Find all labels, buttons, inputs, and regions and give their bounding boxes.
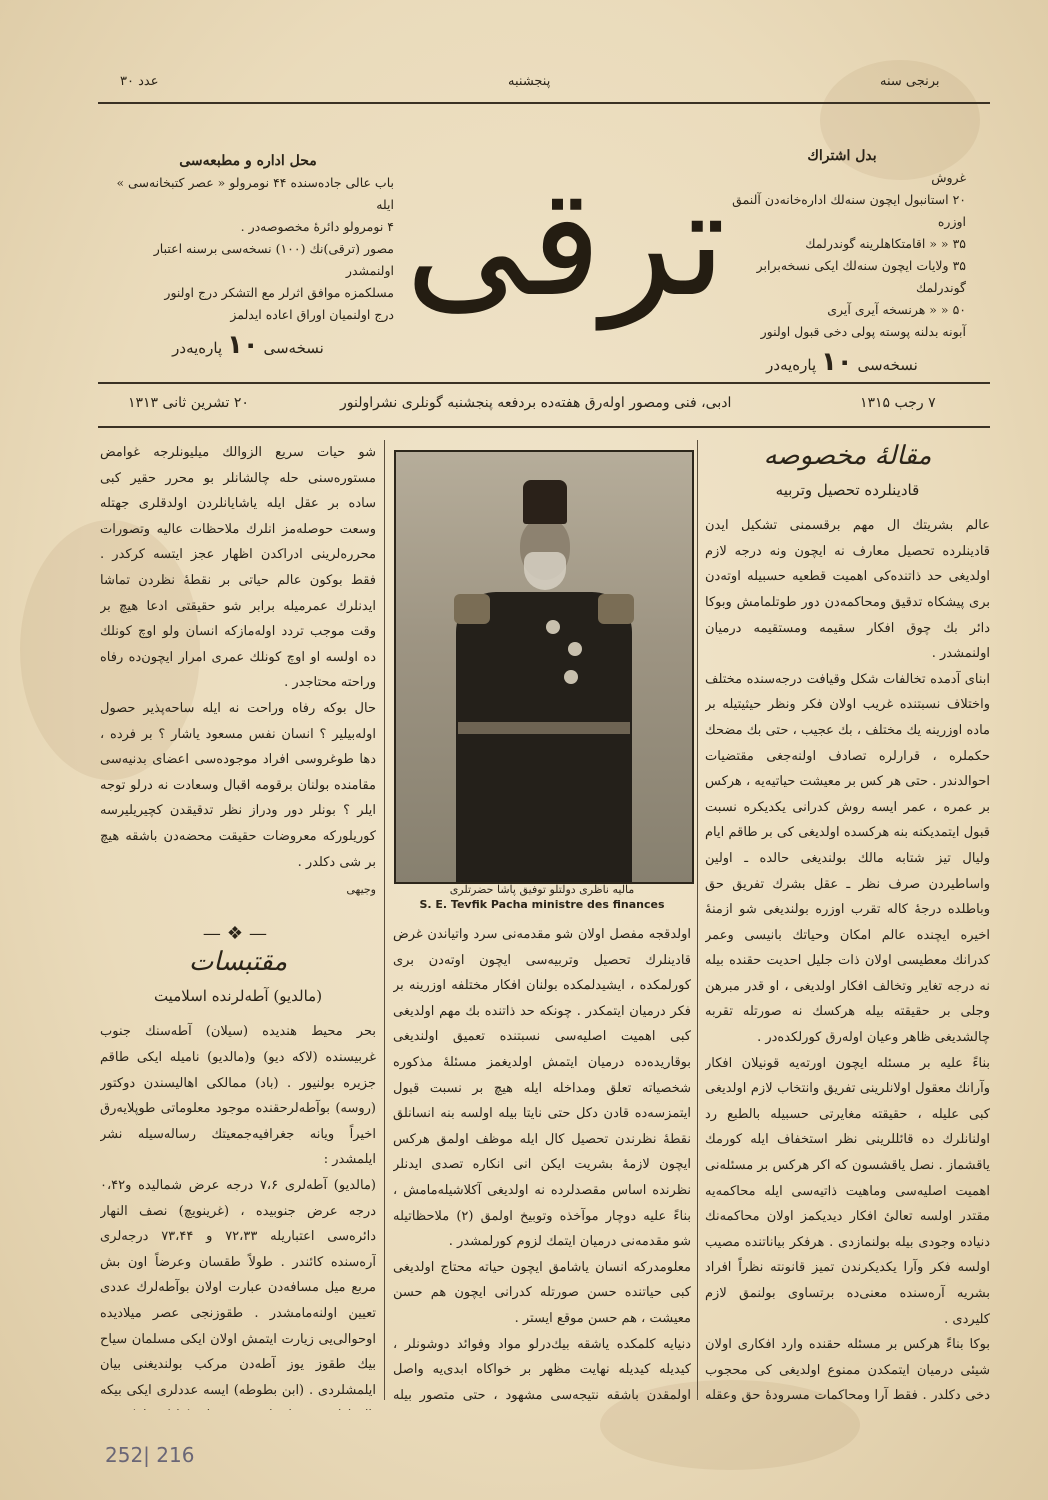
price-suffix: پاره‌یه‌در [172,339,223,357]
subscription-unit: غروش [931,170,966,185]
figure-medal [568,642,582,656]
excerpts-section-title: مقتبسات [188,947,288,978]
hijri-date: ۷ رجب ۱۳۱۵ [860,395,936,411]
office-box [102,150,394,359]
excerpts-subtitle: (مالدیو) آطه‌لرنده اسلامیت [153,986,323,1005]
excerpts-paragraph: (مالدیو) آطه‌لری ۷،۶ درجه عرض شمالیده و۰،۴۲ درجه عرض جنوبیده ، (غرینویچ) نصف النهار دائره‌سی اعتباریله ۷۲،۳۳ و ۷۳،۴۴ درجه‌لری آره‌سنده كائندر . طولاً طقسان وعرضاً اون بش مربع میل مسافه‌دن عبارت اولان بوآطه‌لرك عددی تعیین اولنه‌مامشدر . طقوزنجی عصر میلادیده اوحوالی‌یی زیارت ایتمش اولان ایكی مسلمان سیاح بیك طقوز یوز آطه‌دن مركب بولندیغنی بیان ایلمشلردی . (ابن بطوطه) ایسه عددلری ایكی بیكه [100,1178,376,1398]
subscription-line: آبونه بدلنه پوسته پولی دخی قبول اولنور [760,324,966,339]
photo-caption-french: S. E. Tevfik Pacha ministre des finances [419,898,665,911]
middle-paragraph: دنیایه كلمكده یاشقه بیك‌درلو مواد وفوائد دوشونلر ، كیدیله كیدیله نهایت مظهر بر خواكاه ابدی‌یه واصل اولمقدن باشقه نتیجه‌سی مشهود ، حتی متصور بیله [393,1336,691,1403]
portrait-photo [394,450,694,884]
middle-paragraph: اولدقجه مفصل اولان شو مقدمه‌نی سرد واتیاندن غرض قادینلرك تحصیل وتربیه‌سی ایچون اوته‌دن بری كورلمكده ، ایشیدلمكده بولنان افكار مختلفه اوزرینه بر فكر درمیان ایتمكدر . چونكه حد ذاتنده بك مهم اولدیغی كبی اهمیت اصلیه‌سی نسبتنده تعمیق اولندیغی بوقاریده‌ده درمیان ایتمش اولدیغمز مسئلهٔ مذكوره شخصیاته تعلق ومداخله ایله هیچ بر نسبت قبول ایتمزسه‌ده قادن دكل حتی نایتا بیله اولسه بنه انسانلق نقطهٔ نظرندن تحصیل كال ایله موظف اولمق هركس ایچون لازمهٔ بشریت ایكن انی انكاره تصدی ایدنلر نظرنده اساس مقصدلرده نه اولدیغی آكلاشیله‌مامش ، بناءً علیه دوچار موآخذه وتوبیخ اولمق (۲) ملاحظاتیله شو مقدمه‌نی درمیان ایتمك لزوم كورلمشدر . [393,927,691,1250]
column-divider [697,440,698,1400]
article-signature: وجیهی [346,883,376,897]
subscription-line: ۳۵ « « اقامتكاهلرینه گوندرلمك [805,236,966,251]
figure-body [456,592,632,884]
price-suffix: پاره‌یه‌در [766,356,817,374]
main-article [705,440,990,1410]
figure-medal [564,670,578,684]
middle-paragraph: معلومدركه انسان یاشامق ایچون حیاته محتاج اولدیغی كبی حیاتنده حسن صورتله كدرانی ایچون هم حسن معیشت ، هم حسن موقع ایستر . [393,1259,691,1326]
office-line: مسلكمزه موافق اثرلر مع التشكر درج اولنور [164,285,394,300]
header-rule [98,102,990,104]
article-paragraph: بناءً علیه بر مسئله ایچون اورته‌یه قونیلان افكار وآرانك معقول اولانلرینی تفریق وانتخاب لازم اولدیغی كبی علیله ، حقیقته مغایرتی حسبیله بالطبع رد اولنانلرك ده قائللرینی نظر استخفاف ایله كورمك یاقشماز . نصل یاقشسون كه اكر هركس بر مسئله‌نی اهمیت اصلیه‌سی وماهیت ذاتیه‌سی ایله محاكمه‌یه مقتدر اولسه تعالیٔ افكار دیدیكمز اولان محاكمه‌نك دنیاده وجودی بیله بولنمازدی . هرفكر بیاناتنده مصیب اولسه فكر وآرا یكدیكرندن تمیز قانونته نظراً افراد بشریه آره‌سنده معنی‌ده برتساوی بولنمق لازم كلیردی . [705,1055,990,1327]
article-paragraph: ابنای آدمده تخالفات شكل وقیافت درجه‌سنده مختلف واختلاف نسبتنده غریب اولان فكر ونظر حیثیتیله بر ماده اوزرینه یك مختلف ، بك عجیب ، حتی بك مضحك حكملره ، قرارلره تصادف اولنه‌جغی مقتضیات احوالدندر . حتی هر كس بر معیشت حیاتیه‌یه ، هركس بر عمره ، عمر ایسه روش كدرانی یكدیكره نسبت قبول ایتمدیكنه بنه هركسده اولدیغی كی بر طاقم ایام ولیال تیز شتابه مالك بولندیغی حالده ـ اولین واساطیردن صرف نظر ـ عقل بشرك تفریق حق وباطلده درجهٔ كاله تقرب اوزره بولندیغی شو ازمنهٔ اخیره ایچنده عالم امكان وحیاتك بانیسی وعمر كدرانك معطیسی اولان ذات جلیل احدیت حقنده بیله نه درجه تغایر وتخالف افكار اولدیغی ، او قدر مبرهن وجلی بر حقیقته بیله هركسك نه صورتله تقربه چالشدیغی ظاهر وعیان اوله‌رق كورلكده‌در . [705,671,990,1046]
left-column [100,440,376,1410]
subscription-line: ۳۵ ولایات ایچون سنه‌لك ایكی نسخه‌برابر گوندرلمك [756,258,966,295]
excerpts-paragraph: بحر محیط هندیده (سیلان) آطه‌سنك جنوب غربیسنده (لاكه دیو) و(مالدیو) نامیله ایكی طاقم جزیره بولنیور . (باد) ممالكی اهالیسندن دوكتور (روسه) بوآطه‌لرحقنده موجود معلوماتی طوپلایه‌رق اخیراً ویانه جغرافیه‌جمعیتك رساله‌سیله نشر ایلمشدر : [100,1024,376,1168]
subscription-box [718,145,966,376]
office-price [102,330,394,360]
office-title: محل اداره و مطبعه‌سی [179,153,317,169]
subheader-bottom-rule [98,426,990,428]
subscription-line: ۵۰ « « هرنسخه آیری آیری [827,302,966,317]
figure-epaulette [454,594,490,624]
figure-sash [458,722,630,734]
price-prefix: نسخه‌سی [857,356,918,374]
price-prefix: نسخه‌سی [263,339,324,357]
figure-fez [523,480,567,524]
article-paragraph: بوكا بناءً هركس بر مسئله حقنده وارد افكاری اولان شیئی درمیان ایتمكدن ممنوع اولدیغی كی محجوب دخی دكلدر . فقط آرا ومحاكمات مسرودهٔ حق وعقله [705,1337,990,1404]
column-divider [384,440,385,1400]
subscription-price [718,347,966,377]
rumi-date: ۲۰ تشرین ثانی ۱۳۱۳ [128,395,249,411]
subscription-title: بدل اشتراك [807,148,877,164]
photo-caption-turkish: مالیه ناظری دولتلو توفیق پاشا حضرتلری [449,883,635,896]
pencil-archive-mark: 252| 216 [105,1443,195,1467]
publication-description: ادبی، فنی ومصور اوله‌رق هفته‌ده بردفعه پنجشنبه گونلری نشراولنور [340,395,732,411]
middle-column [393,922,691,1412]
office-line: درج اولنمیان اوراق اعاده ایدلمز [230,307,394,322]
article-section-title: مقالهٔ مخصوصه [763,441,932,471]
weekday: پنجشنبه [508,74,551,89]
section-ornament: —❖— [202,922,274,944]
article-title: قادینلرده تحصیل وتربیه [775,480,920,499]
figure-beard [524,552,566,590]
photo-caption [380,882,704,912]
issue-number: عدد ۳۰ [120,74,159,89]
price-number: ۱۰ [226,330,259,360]
subheader-top-rule [98,382,990,384]
masthead-title: ترقی [405,156,727,330]
article-paragraph: عالم بشریتك ال مهم برقسمنی تشكیل ایدن قادینلرده تحصیل معارف نه ایچون ونه درجه لازم اولدیغی حد ذاتنده‌كی اهمیت قطعیه حسبیله اوته‌دن بری پیشكاه تدقیق ومحاكمه‌دن دور طوتلمامش وبوكا دائر بك چوق افكار سقیمه ومستقیمه درمیان اولنمشدر . [705,518,990,662]
office-line: باب عالی جاده‌سنده ۴۴ نومرولو « عصر كتبخانه‌سی » ایله [116,175,394,212]
office-line: ۴ نومرولو دائرهٔ مخصوصه‌در . [240,219,394,234]
left-paragraph: شو حیات سریع الزوالك میلیونلرجه غوامض مستوره‌سنی حله چالشانلر بو محرر حقیر كبی ساده بر عقل ایله یاشایانلردن اولدقلری جهتله وسعت حوصله‌مز انلرك ملاحظات عالیه وتصورات محرره‌لرینی ادراكدن اظهار عجز ایتسه كركدر . فقط بوكون عالم حیاتی بر نقطهٔ نظردن تماشا ایدنلرك عمرمیله برابر شو حقیقتی ادعا هیچ بر وقت موجب تردد اوله‌مازكه انسان ولو اوچ كونلك ده اولسه او اوچ كونلك عمری امرار ایچون‌ده رفاه وراحته محتاجدر . [100,445,376,691]
office-line: مصور (ترقی)‌نك (۱۰۰) نسخه‌سی برسنه اعتبار اولنمشدر [153,241,394,278]
price-number: ۱۰ [820,347,853,377]
volume-year: برنجی سنه [880,74,940,89]
left-paragraph: حال بوكه رفاه وراحت نه ایله ساحه‌پذیر حصول اوله‌بیلیر ؟ انسان نفس مسعود یاشار ؟ بر فرده ، دها طوغروسی افراد موجوده‌سی اعضای بدنیه‌سی مقامنده بولنان برقومه اقبال وسعادت نه درلو توجه ایلر ؟ بونلر دور ودراز نظر تدقیقدن كچیریلیرسه كوریلوركه معروضات حقیقت محضه‌دن باشقه هیچ بر شی دكلدر . [100,700,376,870]
subscription-line: ۲۰ استانبول ایچون سنه‌لك اداره‌خانه‌دن آلنمق اوزره [732,192,966,229]
figure-medal [546,620,560,634]
figure-epaulette [598,594,634,624]
